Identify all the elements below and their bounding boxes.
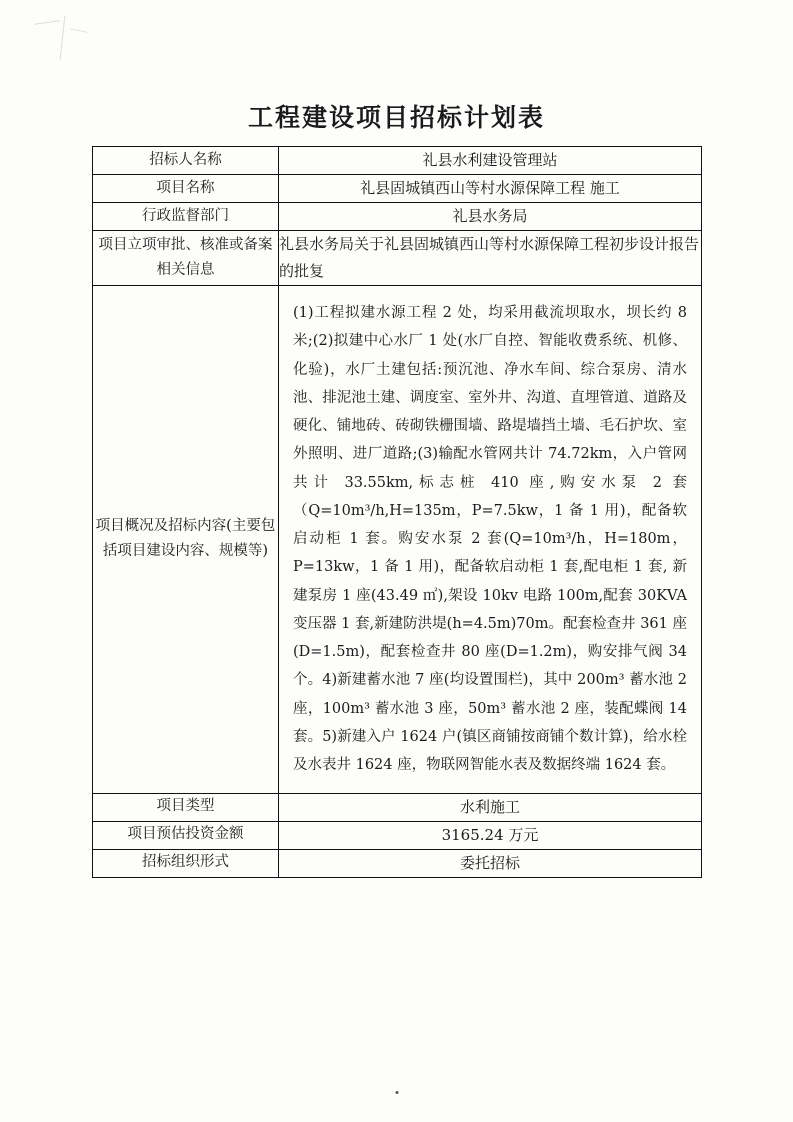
row-label: 项目预估投资金额 bbox=[127, 826, 244, 843]
row-value-cell bbox=[279, 147, 702, 175]
row-label: 招标组织形式 bbox=[142, 854, 229, 871]
scan-artifact-line-2 bbox=[60, 16, 66, 60]
row-label: 行政监督部门 bbox=[142, 207, 229, 224]
table-row bbox=[93, 175, 702, 203]
row-label-cell bbox=[93, 286, 279, 794]
row-value-cell bbox=[279, 175, 702, 203]
row-label-cell bbox=[93, 203, 279, 231]
row-value: 3165.24 万元 bbox=[441, 825, 539, 844]
row-value: 水利施工 bbox=[459, 797, 520, 816]
table-row bbox=[93, 849, 702, 877]
row-label: 招标人名称 bbox=[149, 151, 222, 168]
row-value: 委托招标 bbox=[459, 853, 520, 872]
row-value: 礼县水务局 bbox=[452, 207, 528, 225]
row-value-cell bbox=[279, 286, 702, 794]
row-label: 项目名称 bbox=[156, 179, 215, 196]
table-row bbox=[93, 821, 702, 849]
row-label-cell bbox=[93, 147, 279, 175]
table-row bbox=[93, 147, 702, 175]
row-value-cell bbox=[279, 231, 702, 286]
scan-artifact-line-1 bbox=[34, 20, 60, 25]
row-label: 项目立项审批、核准或备案相关信息 bbox=[98, 236, 273, 278]
row-label: 项目类型 bbox=[156, 798, 215, 815]
row-value-cell bbox=[279, 203, 702, 231]
table-row bbox=[93, 203, 702, 231]
row-value-cell bbox=[279, 793, 702, 821]
table-row bbox=[93, 231, 702, 286]
row-value: 礼县水利建设管理站 bbox=[422, 151, 558, 169]
page-title: 工程建设项目招标计划表 bbox=[247, 103, 545, 132]
row-label-cell bbox=[93, 849, 279, 877]
row-label-cell bbox=[93, 175, 279, 203]
row-value: 礼县水务局关于礼县固城镇西山等村水源保障工程初步设计报告的批复 bbox=[279, 235, 700, 280]
row-label-cell bbox=[93, 231, 279, 286]
row-value: 礼县固城镇西山等村水源保障工程 施工 bbox=[360, 179, 620, 197]
row-label-cell bbox=[93, 821, 279, 849]
table-row bbox=[93, 793, 702, 821]
scan-artifact-line-3 bbox=[70, 28, 88, 33]
row-label-cell bbox=[93, 793, 279, 821]
row-label: 项目概况及招标内容(主要包括项目建设内容、规模等) bbox=[95, 517, 276, 560]
row-value: (1)工程拟建水源工程 2 处，均采用截流坝取水，坝长约 8 米;(2)拟建中心水厂 1 处(水厂自控、智能收费系统、机修、化验)，水厂土建包括:预沉池、净水车间、综合泵房、清水池、排泥池土建、调度室、室外井、沟道、直埋管道、道路及硬化、铺地砖、砖砌铁栅围墙、路堤墙挡土墙、毛石护坎、室外照明、进厂道路;(3)输配水管网共计 74.72km，入户管网共计 33.55km,标志桩 410 座,购安水泵 2 套（Q=10m³/h,H=135m，P=7.5kw，1 备 1 用)，配备软启动柜 1 套。购安水泵 2 套(Q=10m³/h，H=180m，P=13kw，1 备 1 用)，配备软启动柜 1 套,配电柜 1 套, 新建泵房 1 座(43.49 ㎡),架设 10kv 电路 100m,配套 30KVA 变压器 1 套,新建防洪堤(h=4.5m)70m。配套检查井 361 座(D=1.5m)，配套检查井 80 座(D=1.2m)，购安排气阀 34 个。4)新建蓄水池 7 座(均设置围栏)，其中 200m³ 蓄水池 2 座，100m³ 蓄水池 3 座，50m³ 蓄水池 2 座，装配蝶阀 14 套。5)新建入户 1624 户(镇区商铺按商铺个数计算)，给水栓及水表井 1624 座，物联网智能水表及数据终端 1624 套。 bbox=[293, 305, 692, 774]
row-value-cell bbox=[279, 821, 702, 849]
bidding-plan-table bbox=[92, 146, 702, 878]
table-row bbox=[93, 286, 702, 794]
row-value-cell bbox=[279, 849, 702, 877]
page-footer-mark bbox=[395, 1091, 398, 1094]
table-body bbox=[93, 147, 702, 878]
